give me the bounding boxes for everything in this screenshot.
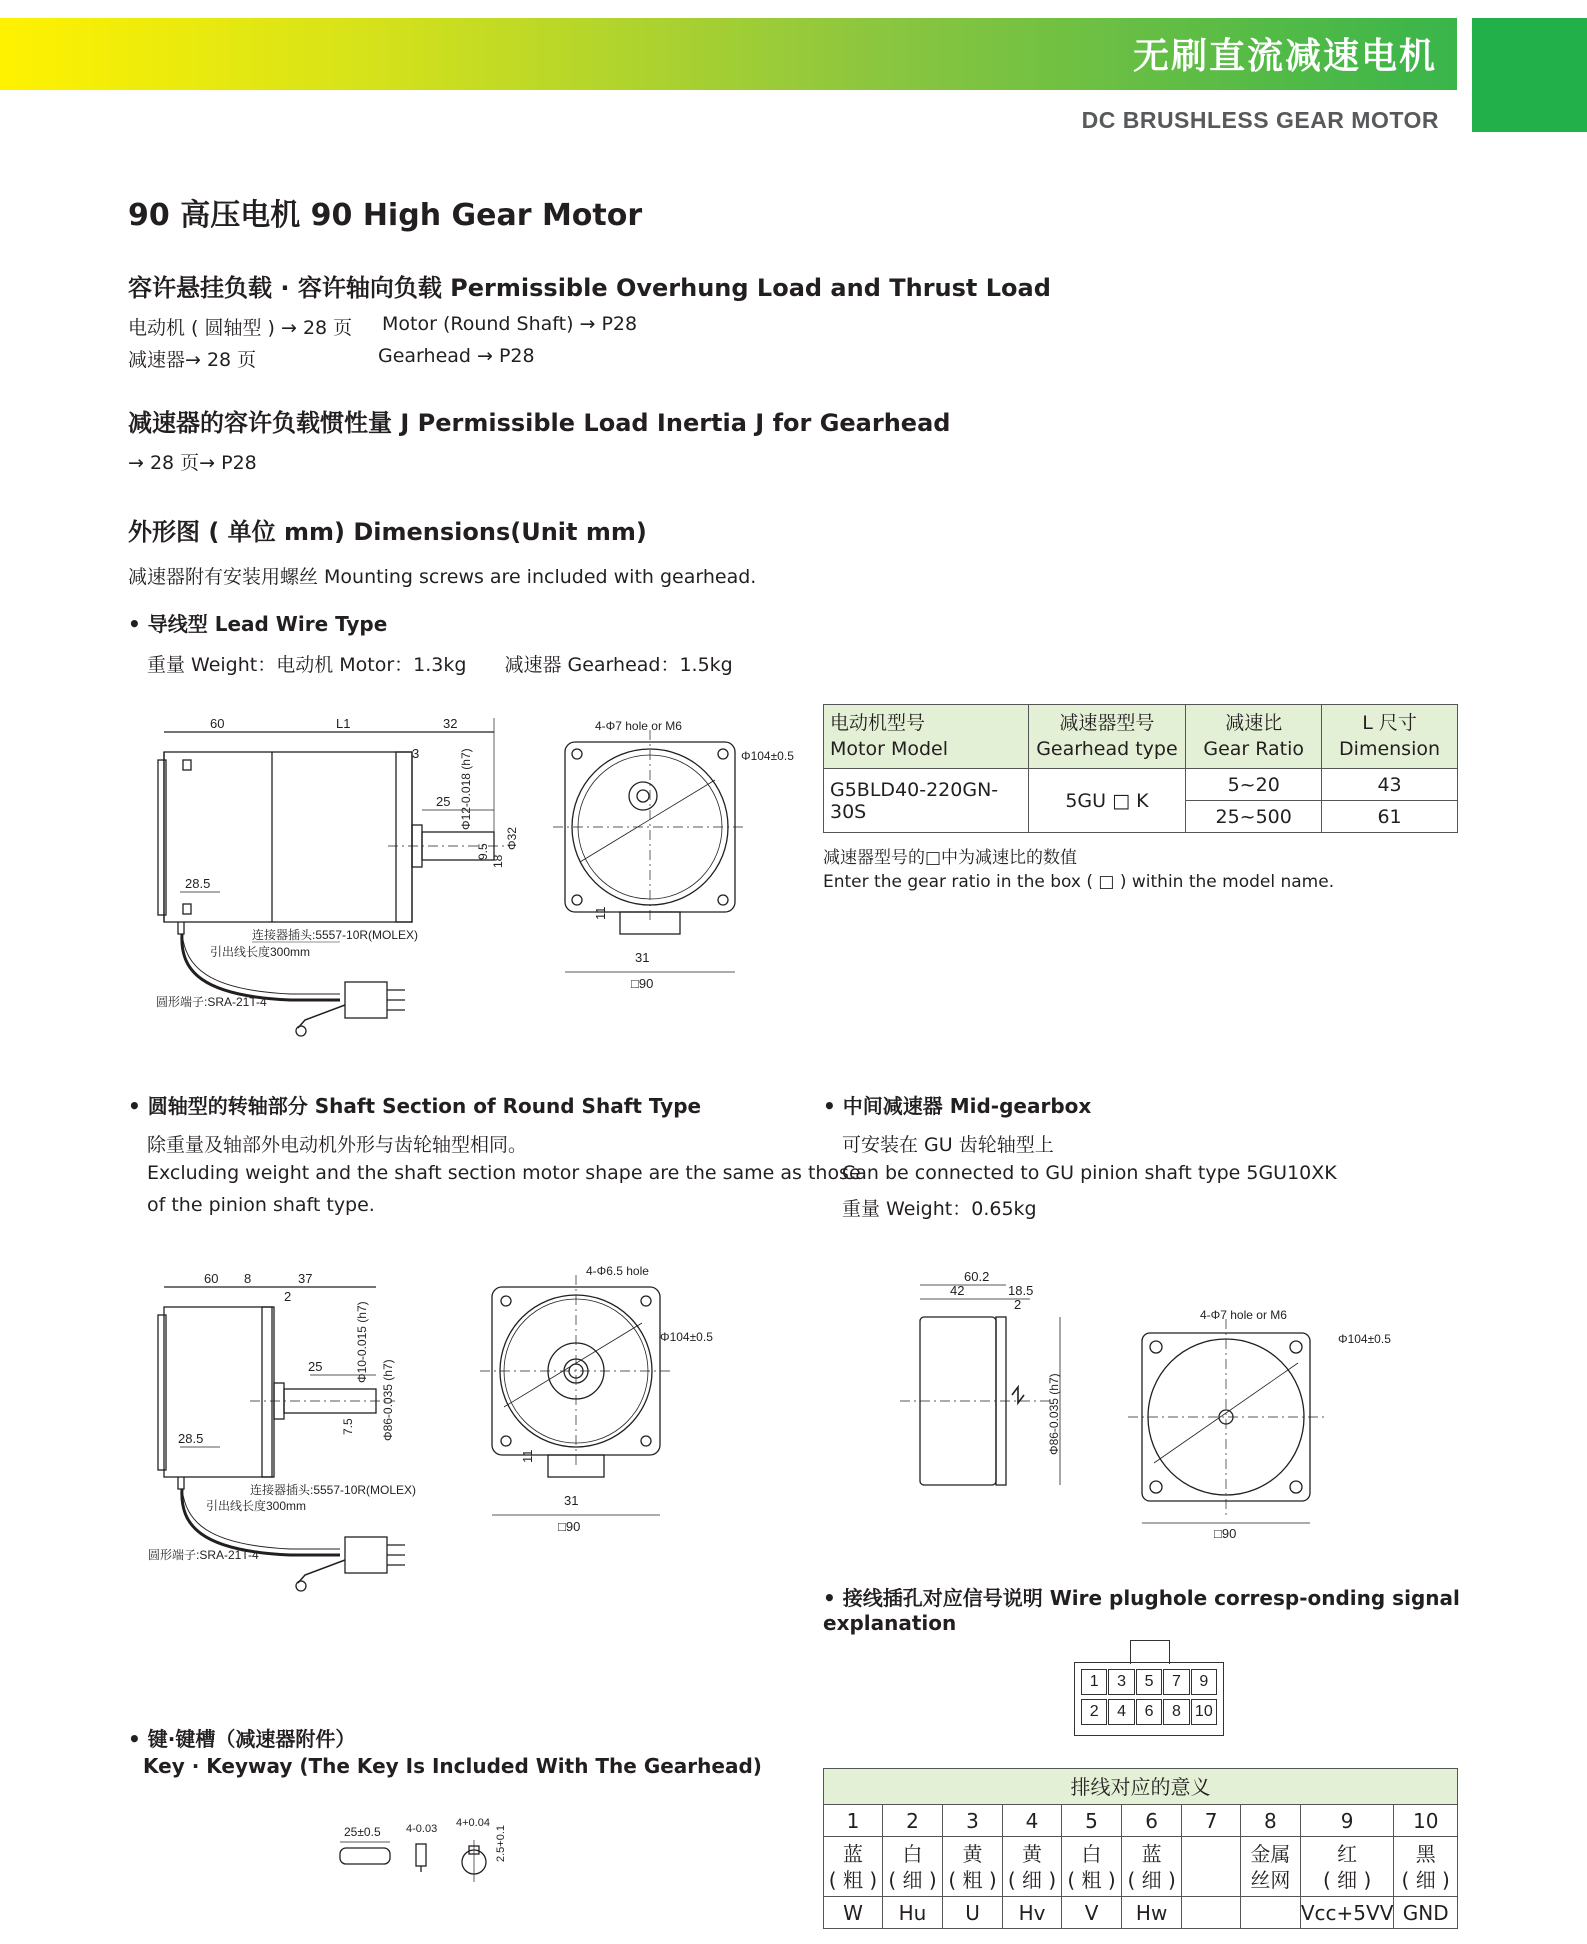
inertia-line: → 28 页→ P28	[128, 452, 257, 474]
motor-model-cell: G5BLD40-220GN-30S	[824, 769, 1029, 833]
th-gear-ratio: 减速比 Gear Ratio	[1186, 705, 1322, 769]
inertia-section-title: 减速器的容许负载惯性量 J Permissible Load Inertia J for Gearhead	[128, 409, 951, 437]
pin-number: 8	[1240, 1805, 1300, 1837]
pin-number: 6	[1122, 1805, 1182, 1837]
connector-pin: 10	[1191, 1699, 1217, 1725]
signal-name-cell	[1240, 1897, 1300, 1929]
dimension-cell: 43	[1322, 769, 1458, 801]
connector-pin: 6	[1136, 1699, 1162, 1725]
dim-602-label: 60.2	[964, 1269, 990, 1284]
key-25-label: 25±0.5	[344, 1825, 381, 1839]
round-shaft-title: • 圆轴型的转轴部分 Shaft Section of Round Shaft Type	[128, 1094, 702, 1118]
dim-2-label: 2	[284, 1289, 292, 1304]
dim-18-label: 18	[491, 854, 505, 868]
connector-latch	[1130, 1640, 1170, 1664]
dim-285-label: 28.5	[185, 876, 211, 891]
load-line1-en: Motor (Round Shaft) → P28	[382, 313, 638, 335]
dim-25-label: 25	[436, 794, 451, 809]
dim-285-label: 28.5	[178, 1431, 204, 1446]
connector-pin: 9	[1191, 1669, 1217, 1695]
th-motor-model: 电动机型号 Motor Model	[824, 705, 1029, 769]
front-pcd-label: Φ104±0.5	[741, 749, 794, 763]
pin-number: 4	[1002, 1805, 1061, 1837]
dim-3-label: 3	[412, 746, 420, 761]
wire-color-cell: 蓝 ( 粗 )	[824, 1837, 883, 1897]
model-note-cn: 减速器型号的□中为减速比的数值	[823, 848, 1078, 868]
signal-name-cell: V	[1062, 1897, 1122, 1929]
front-hole-label: 4-Φ7 hole or M6	[1200, 1308, 1287, 1322]
mid-gearbox-weight: 重量 Weight：0.65kg	[842, 1198, 1037, 1220]
dimensions-note: 减速器附有安装用螺丝 Mounting screws are included with gearhead.	[128, 566, 757, 588]
model-table-header-row	[824, 705, 1458, 769]
mid-gearbox-title: • 中间减速器 Mid-gearbox	[823, 1094, 1092, 1118]
dim-185-label: 18.5	[1008, 1283, 1034, 1298]
front-sq90-label: □90	[1214, 1526, 1237, 1541]
signal-table-caption: 排线对应的意义	[824, 1769, 1458, 1805]
key-title: • 键·键槽（减速器附件）	[128, 1727, 356, 1751]
signal-name-cell: W	[824, 1897, 883, 1929]
dim-95-label: 9.5	[476, 843, 490, 860]
front-d11-label: 11	[520, 1449, 535, 1463]
shaft-dia-label: Φ12-0.018 (h7)	[459, 748, 473, 830]
phi32-label: Φ32	[505, 827, 519, 850]
dim-60-label: 60	[204, 1271, 219, 1286]
key-4a-label: 4-0.03	[406, 1823, 438, 1835]
pin-number: 1	[824, 1805, 883, 1837]
signal-name-cell: Hv	[1002, 1897, 1061, 1929]
connector-label: 连接器插头:5557-10R(MOLEX)	[250, 1483, 417, 1497]
wire-color-cell: 白 ( 细 )	[882, 1837, 942, 1897]
signal-color-row	[824, 1837, 1458, 1897]
front-sq90-label: □90	[558, 1519, 581, 1534]
pin-number: 7	[1182, 1805, 1241, 1837]
dimension-cell: 61	[1322, 801, 1458, 833]
dim-25-label: 25	[308, 1359, 323, 1374]
mid-gearbox-line1: 可安装在 GU 齿轮轴型上	[842, 1134, 1054, 1156]
connector-pin: 3	[1108, 1669, 1134, 1695]
mid-gearbox-dimension-drawing	[900, 1255, 1391, 1541]
mid-gearbox-line2: Can be connected to GU pinion shaft type 5GU10XK	[842, 1162, 1337, 1184]
signal-name-cell: Hw	[1122, 1897, 1182, 1929]
signal-table-caption-row	[824, 1769, 1458, 1805]
wire-color-cell	[1182, 1837, 1241, 1897]
round-shaft-line1: 除重量及轴部外电动机外形与齿轮轴型相同。	[147, 1134, 528, 1156]
dim-75-label: 7.5	[341, 1418, 355, 1435]
dim-l1-label: L1	[336, 716, 351, 731]
connector-plug	[345, 982, 387, 1018]
signal-name-cell: Hu	[882, 1897, 942, 1929]
wire-signal-title: • 接线插孔对应信号说明 Wire plughole corresp-onding signal explanation	[823, 1586, 1460, 1635]
page-title: 90 高压电机 90 High Gear Motor	[128, 198, 643, 233]
connector-pin: 8	[1163, 1699, 1189, 1725]
phi86-label: Φ86-0.035 (h7)	[381, 1359, 395, 1441]
dimensions-section-title: 外形图 ( 单位 mm) Dimensions(Unit mm)	[128, 518, 647, 546]
front-pcd-label: Φ104±0.5	[660, 1330, 713, 1344]
key-25b-label: 2.5+0.1	[495, 1824, 507, 1862]
load-line1-cn: 电动机 ( 圆轴型 ) → 28 页	[128, 317, 353, 339]
pin-number: 2	[882, 1805, 942, 1837]
round-shaft-line2: Excluding weight and the shaft section motor shape are the same as those	[147, 1162, 861, 1184]
wire-color-cell: 黄 ( 细 )	[1002, 1837, 1061, 1897]
th-gearhead-type: 减速器型号 Gearhead type	[1028, 705, 1186, 769]
motor-body-outline	[164, 752, 412, 922]
header-title-en: DC BRUSHLESS GEAR MOTOR	[1081, 107, 1439, 133]
terminal-label: 圆形端子:SRA-21T-4	[148, 1548, 259, 1562]
round-shaft-line3: of the pinion shaft type.	[147, 1194, 375, 1216]
key-drawing	[330, 1800, 550, 1900]
model-table	[823, 704, 1458, 833]
pin-number: 9	[1300, 1805, 1394, 1837]
wire-length-label: 引出线长度300mm	[206, 1499, 307, 1513]
header-green-block	[1472, 18, 1587, 132]
pin-number: 3	[943, 1805, 1003, 1837]
connector-pin: 7	[1163, 1669, 1189, 1695]
key-4b-label: 4+0.04	[456, 1817, 490, 1829]
dim-32-label: 32	[443, 716, 458, 731]
dim-37-label: 37	[298, 1271, 313, 1286]
pin-number: 5	[1062, 1805, 1122, 1837]
lead-wire-title: • 导线型 Lead Wire Type	[128, 612, 388, 636]
table-row	[824, 769, 1458, 801]
wire-length-label: 引出线长度300mm	[210, 945, 311, 959]
shaft-dia-label: Φ10-0.015 (h7)	[355, 1301, 369, 1383]
dim-60-label: 60	[210, 716, 225, 731]
ratio-cell: 5~20	[1186, 769, 1322, 801]
wire-color-cell: 黑 ( 细 )	[1394, 1837, 1458, 1897]
load-line2-en: Gearhead → P28	[378, 345, 535, 367]
dim-2-label: 2	[1014, 1297, 1022, 1312]
dim-42-label: 42	[950, 1283, 965, 1298]
signal-name-cell: GND	[1394, 1897, 1458, 1929]
front-hole-label: 4-Φ7 hole or M6	[595, 719, 682, 733]
wire-color-cell: 金属 丝网	[1240, 1837, 1300, 1897]
front-pcd-label: Φ104±0.5	[1338, 1332, 1391, 1346]
model-note-en: Enter the gear ratio in the box ( □ ) within the model name.	[823, 872, 1335, 892]
ratio-cell: 25~500	[1186, 801, 1322, 833]
connector-pin: 4	[1108, 1699, 1134, 1725]
connector-label: 连接器插头:5557-10R(MOLEX)	[252, 928, 419, 942]
signal-name-row	[824, 1897, 1458, 1929]
front-d31-label: 31	[564, 1493, 579, 1508]
wire-color-cell: 黄 ( 粗 )	[943, 1837, 1003, 1897]
load-section-title: 容许悬挂负载 · 容许轴向负载 Permissible Overhung Load and Thrust Load	[128, 274, 1051, 302]
wire-color-cell: 白 ( 粗 )	[1062, 1837, 1122, 1897]
front-d11-label: 11	[593, 906, 608, 920]
key-subtitle: Key · Keyway (The Key Is Included With The Gearhead)	[143, 1754, 762, 1778]
pin-number: 10	[1394, 1805, 1458, 1837]
load-line2-cn: 减速器→ 28 页	[128, 349, 257, 371]
signal-number-row	[824, 1805, 1458, 1837]
connector-pin: 1	[1081, 1669, 1107, 1695]
signal-name-cell	[1182, 1897, 1241, 1929]
signal-table	[823, 1768, 1458, 1929]
dim-8-label: 8	[244, 1271, 252, 1286]
wire-color-cell: 红 ( 细 )	[1300, 1837, 1394, 1897]
front-flange-outline	[565, 742, 735, 912]
front-d31-label: 31	[635, 950, 650, 965]
lead-wire-dimension-drawing	[140, 700, 794, 1040]
header-title-cn: 无刷直流减速电机	[1132, 36, 1437, 77]
phi86-label: Φ86-0.035 (h7)	[1047, 1373, 1061, 1455]
connector-pin: 5	[1136, 1669, 1162, 1695]
signal-name-cell: Vcc+5VV	[1300, 1897, 1394, 1929]
round-shaft-dimension-drawing	[140, 1255, 760, 1595]
key-shape	[340, 1848, 390, 1864]
lead-wire-weight: 重量 Weight：电动机 Motor：1.3kg 减速器 Gearhead：1.5kg	[147, 654, 733, 676]
front-hole-label: 4-Φ6.5 hole	[586, 1264, 649, 1278]
gearhead-type-cell: 5GU □ K	[1028, 769, 1186, 833]
th-dimension: L 尺寸 Dimension	[1322, 705, 1458, 769]
terminal-label: 圆形端子:SRA-21T-4	[156, 995, 267, 1009]
connector-diagram	[1074, 1640, 1224, 1735]
front-sq90-label: □90	[631, 976, 654, 991]
connector-pin: 2	[1081, 1699, 1107, 1725]
signal-name-cell: U	[943, 1897, 1003, 1929]
wire-color-cell: 蓝 ( 细 )	[1122, 1837, 1182, 1897]
connector-housing	[1074, 1662, 1224, 1736]
